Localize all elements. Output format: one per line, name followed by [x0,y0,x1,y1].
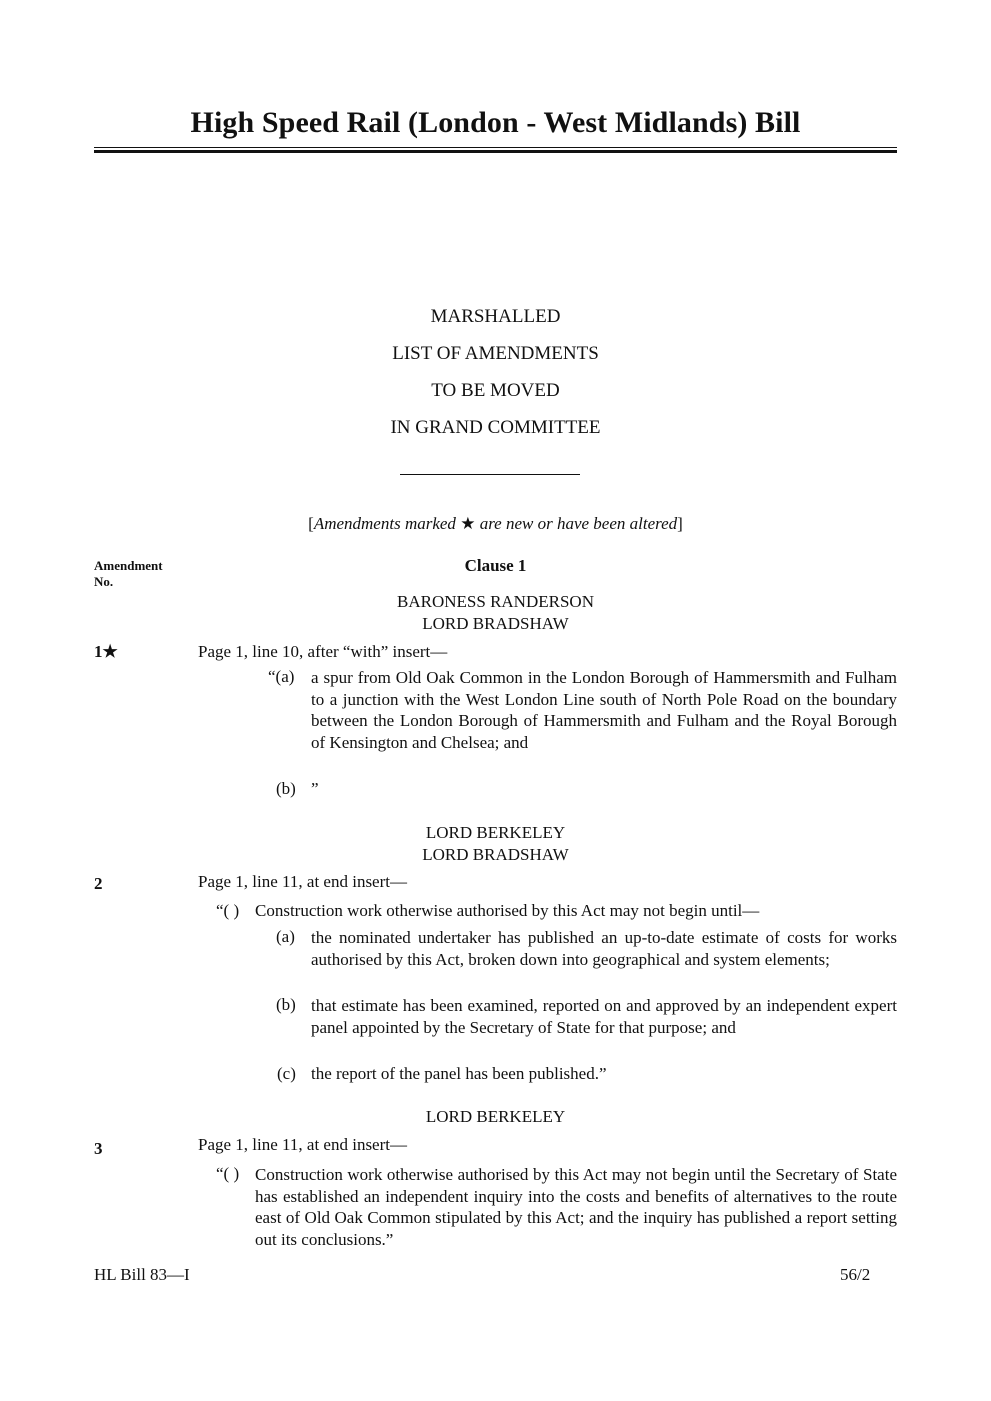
amendment-3-number: 3 [94,1139,103,1158]
amendment-2-item-a-text: the nominated undertaker has published an up-to-date estimate of costs for works authorised by this Act, broken down into geographical and system elements; [311,928,897,969]
amendment-1-item-b-label: (b) [276,779,296,798]
amendment-2-item-b-label: (b) [276,995,296,1014]
heading-line-2: LIST OF AMENDMENTS [392,343,599,364]
amendment-number-column-label: Amendment No. [94,558,163,589]
amendment-2-lead-text: Construction work otherwise authorised by this Act may not begin until— [255,901,760,920]
amendment-1-item-a-label: “(a) [268,667,295,686]
heading-line-3: TO BE MOVED [431,380,560,401]
amendment-2-item-c-label: (c) [277,1064,296,1083]
amendment-3-sponsors: LORD BERKELEY [425,1107,566,1126]
amendment-1-number: 1★ [94,642,118,661]
heading-line-1: MARSHALLED [430,306,561,327]
amendment-2-number: 2 [94,874,103,893]
amendment-2-instruction: Page 1, line 11, at end insert— [198,872,407,891]
title-rule-thin [94,147,897,148]
clause-heading: Clause 1 [464,556,527,575]
amendment-2-item-a-label: (a) [276,927,295,946]
heading-line-4: IN GRAND COMMITTEE [390,417,601,438]
amendment-2-sponsors: LORD BERKELEY LORD BRADSHAW [422,823,569,864]
amendment-1-item-a-text: a spur from Old Oak Common in the London Borough of Hammersmith and Fulham to a junction with the West London Line south of North Pole Road on the boundary between the London Borough of Hammersmith and Fulham and the Royal Borough of Kensington and Chelsea; and [311,668,897,752]
heading-divider [400,474,580,475]
footer-bill-reference: HL Bill 83—I [94,1265,190,1284]
amendments-note: [Amendments marked ★ are new or have been altered] [308,514,683,533]
footer-page-reference: 56/2 [840,1265,871,1284]
amendment-2-item-b-text: that estimate has been examined, reported on and approved by an independent expert panel appointed by the Secretary of State for that purpose; and [311,996,897,1037]
amendment-2-lead-label: “( ) [216,901,240,920]
amendment-1-instruction: Page 1, line 10, after “with” insert— [198,642,448,661]
star-icon: ★ [460,514,476,533]
title-rule-thick [94,150,897,153]
amendment-1-sponsors: BARONESS RANDERSON LORD BRADSHAW [397,592,594,633]
bill-title: High Speed Rail (London - West Midlands) Bill [190,106,801,139]
amendment-2-item-c-text: the report of the panel has been published.” [311,1064,607,1083]
amendment-3-lead-label: “( ) [216,1164,240,1183]
amendment-1-item-b-text: ” [311,779,319,798]
amendment-3-lead-text: Construction work otherwise authorised by this Act may not begin until the Secretary of State has established an independent inquiry into the costs and benefits of alternatives to the route east of Old Oak Common stipulated by this Act; and the inquiry has published a report setting out its conclusions.” [255,1165,897,1249]
amendment-3-instruction: Page 1, line 11, at end insert— [198,1135,407,1154]
